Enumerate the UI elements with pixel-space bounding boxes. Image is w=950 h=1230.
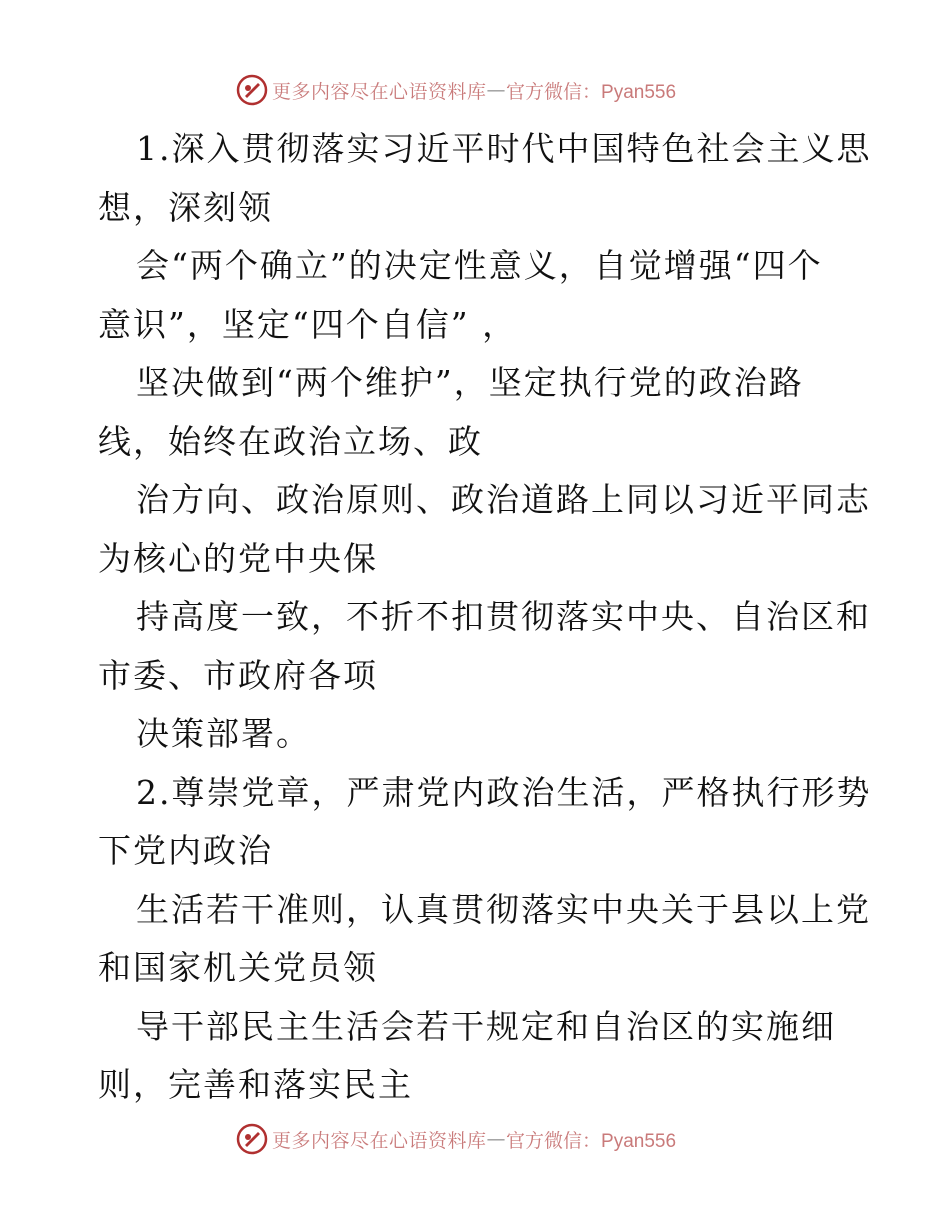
watermark-dash: — <box>486 79 507 101</box>
text-line: 下党内政治 <box>98 831 273 870</box>
text-line: 生活若干准则，认真贯彻落实中央关于县以上党 <box>136 889 871 929</box>
text-line: 市委、市政府各项 <box>98 655 378 695</box>
text-line: 线，始终在政治立场、政 <box>98 421 483 461</box>
watermark-brand: 更多内容尽在心语资料库 <box>272 80 487 103</box>
text-line: 坚决做到“两个维护”，坚定执行党的政治路 <box>136 363 804 402</box>
footer-watermark <box>236 1122 676 1156</box>
quill-seal-icon <box>236 1123 268 1155</box>
watermark-dash: — <box>486 1128 507 1150</box>
text-line: 想，深刻领 <box>98 187 273 227</box>
watermark-contact: 官方微信：Pyan556 <box>506 81 677 103</box>
header-watermark <box>236 73 676 107</box>
text-line: 持高度一致，不折不扣贯彻落实中央、自治区和 <box>136 597 871 636</box>
quill-seal-icon <box>236 74 268 106</box>
text-line: 会“两个确立”的决定性意义，自觉增强“四个 <box>136 246 823 285</box>
text-line: 决策部署。 <box>136 714 311 753</box>
watermark-brand: 更多内容尽在心语资料库 <box>272 1129 487 1152</box>
watermark-contact: 官方微信：Pyan556 <box>506 1130 677 1152</box>
text-line: 意识”，坚定“四个自信” ， <box>98 304 518 344</box>
text-line: 2.尊崇党章，严肃党内政治生活，严格执行形势 <box>136 772 872 812</box>
text-line: 和国家机关党员领 <box>98 948 378 987</box>
document-body <box>98 120 872 1115</box>
text-line: 1.深入贯彻落实习近平时代中国特色社会主义思 <box>136 129 872 168</box>
text-line: 为核心的党中央保 <box>98 538 378 578</box>
text-line: 则，完善和落实民主 <box>98 1065 413 1104</box>
text-line: 治方向、政治原则、政治道路上同以习近平同志 <box>136 480 871 519</box>
text-line: 导干部民主生活会若干规定和自治区的实施细 <box>136 1006 836 1046</box>
